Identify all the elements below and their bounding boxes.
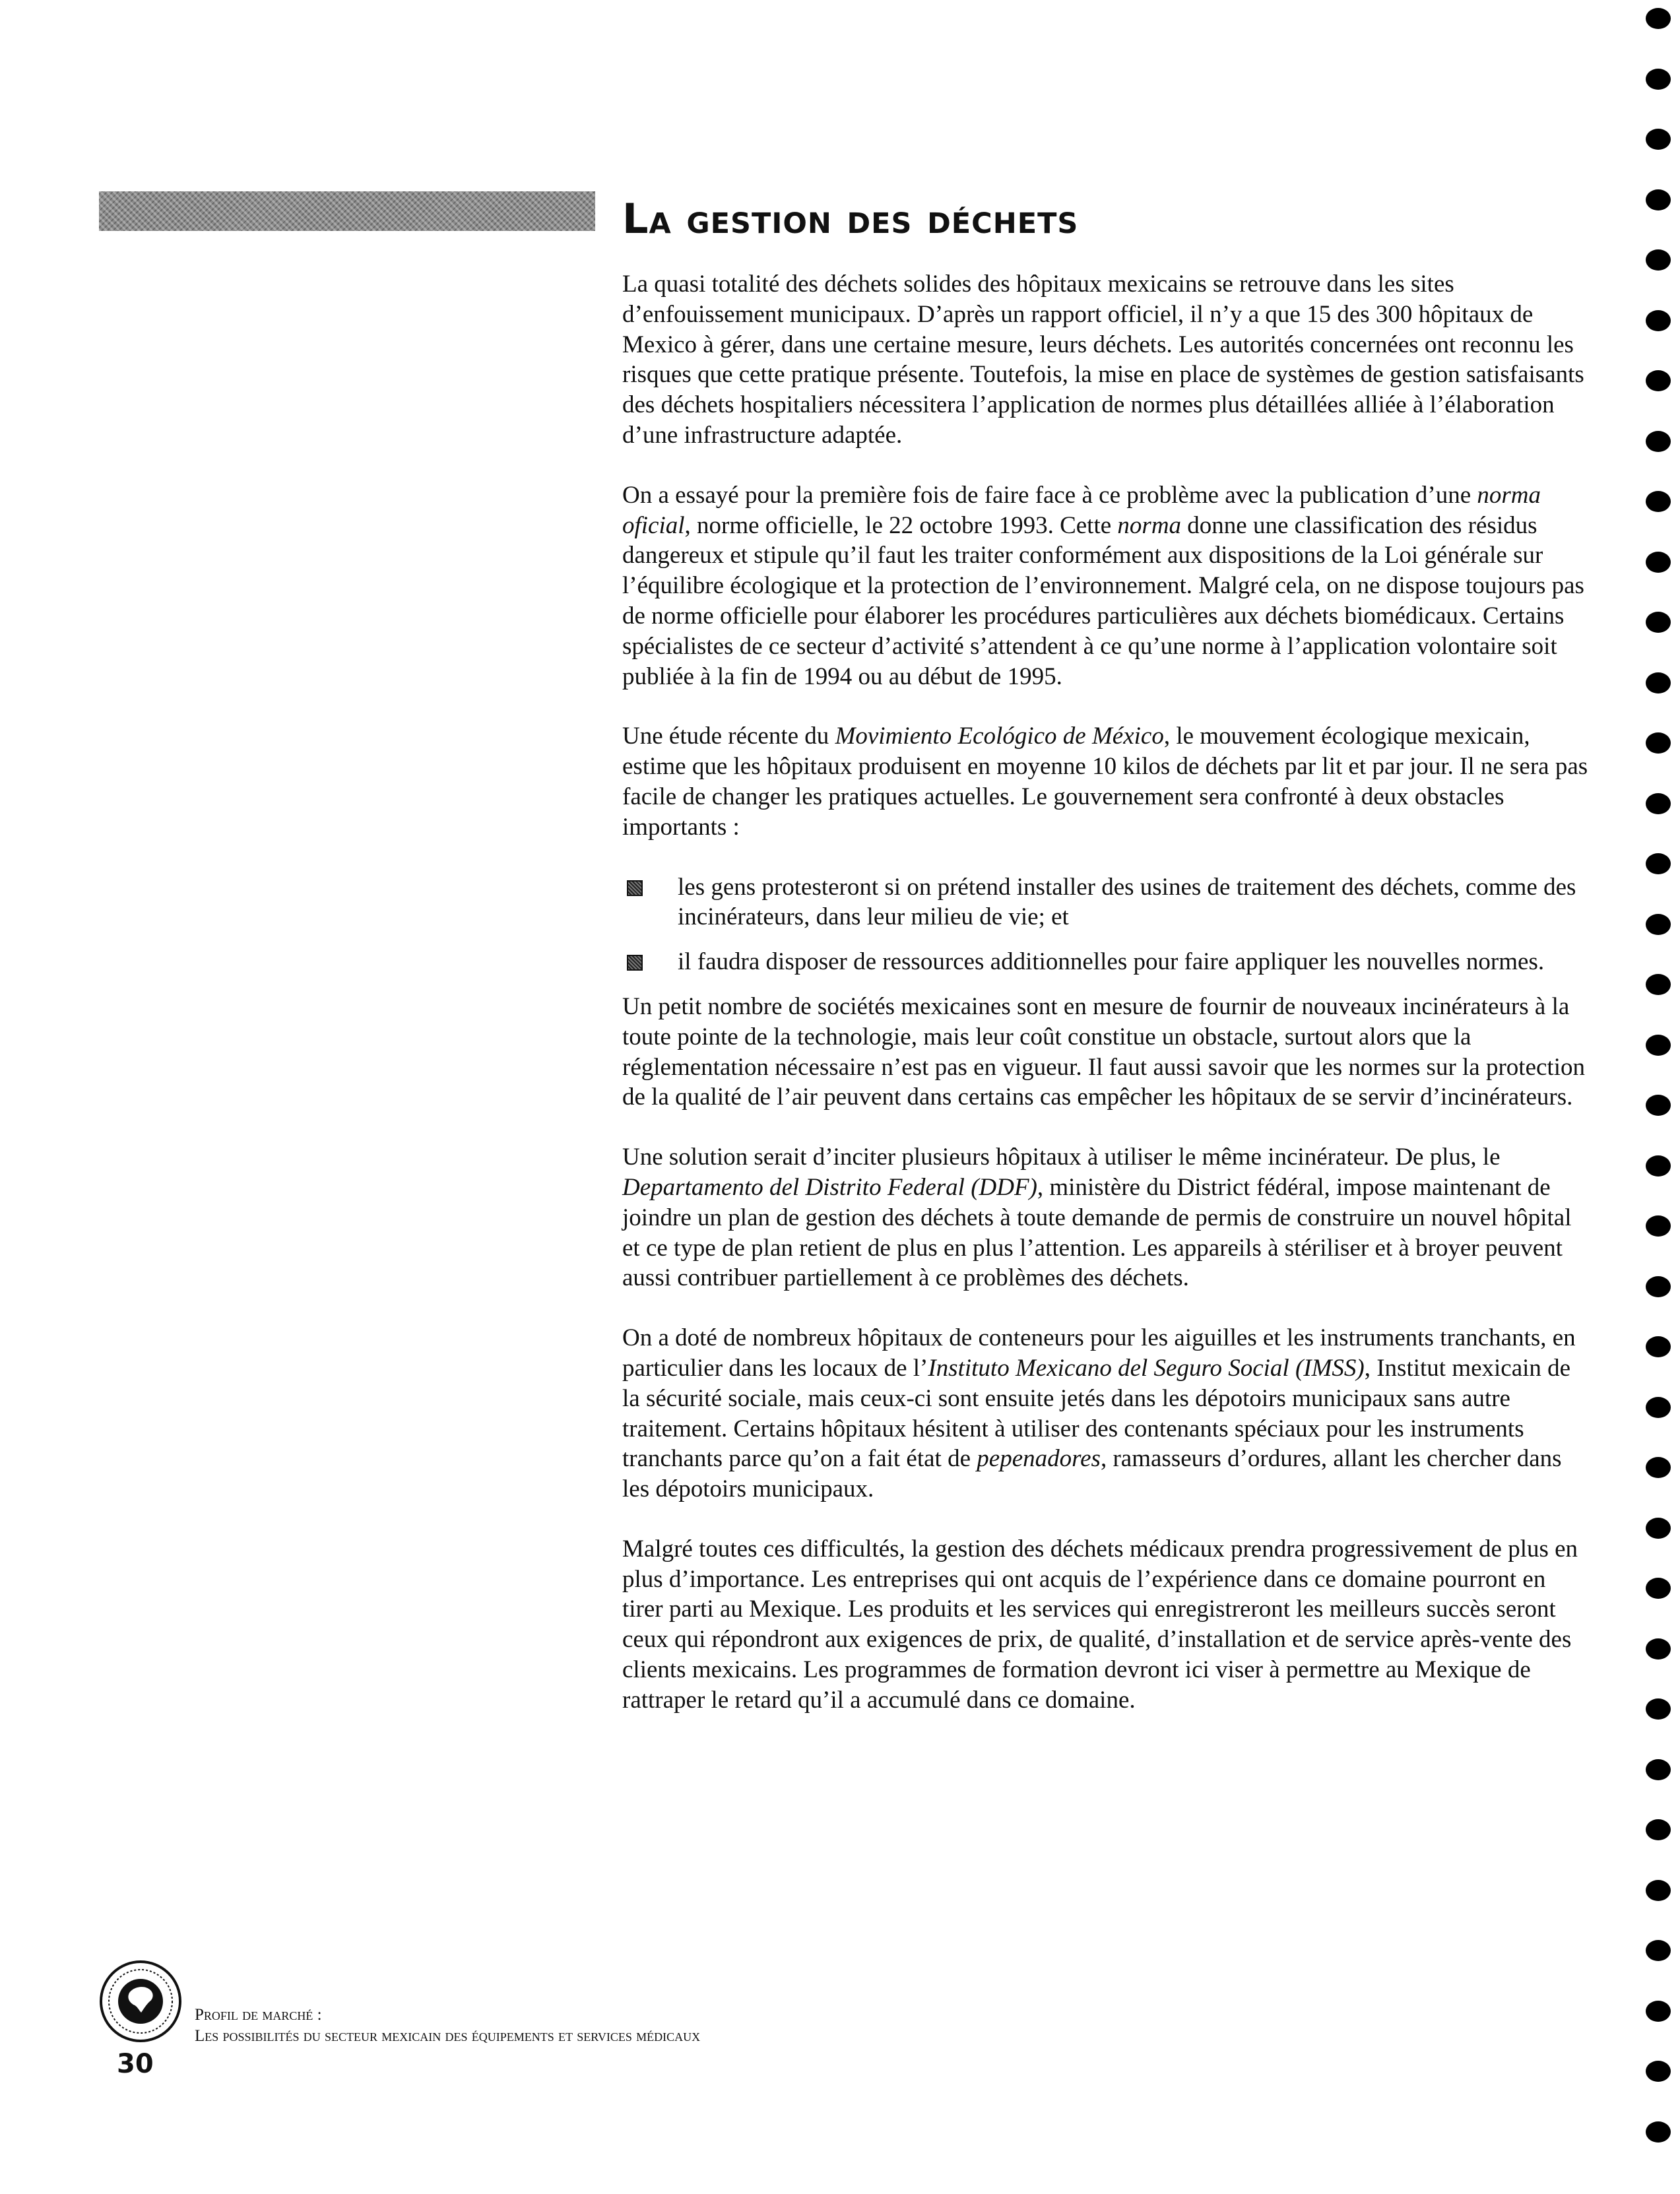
italic-term: pepenadores (977, 1445, 1101, 1473)
binding-hole (1646, 1095, 1671, 1116)
text-run: , norme officielle, le 22 octobre 1993. Cette (684, 511, 1118, 539)
text-run: La quasi totalité des déchets solides des hôpitaux mexicains se retrouve dans les sites d’enfouissement municipaux. D’après un rapport officiel, il n’y a que 15 des 300 hôpitaux de Mexico à gérer, dans une certaine mesure, leurs déchets. Les autorités concernées ont reconnu les risques que cette pratique présente. Toutefois, la mise en place de systèmes de gestion satisfaisants des déchets hospitaliers nécessitera l’application de normes plus détaillées alliée à l’élaboration d’une infrastructure adaptée. (622, 271, 1584, 449)
north-america-seal-icon (98, 1958, 183, 2044)
binding-hole (1646, 370, 1671, 391)
binding-hole (1646, 2121, 1671, 2143)
list-item-text: les gens protesteront si on prétend installer des usines de traitement des déchets, comme des incinérateurs, dans leur milieu de vie; et (678, 873, 1576, 931)
binding-hole (1646, 69, 1671, 90)
list-item (622, 947, 1592, 977)
paragraphs-after-list (622, 992, 1592, 1716)
article-body (622, 269, 1592, 1745)
binding-hole (1646, 1638, 1671, 1660)
binding-hole (1646, 1035, 1671, 1056)
binding-hole (1646, 974, 1671, 995)
body-paragraph (622, 480, 1592, 692)
binding-hole (1646, 1215, 1671, 1237)
italic-term: norma (1117, 511, 1182, 539)
binding-hole (1646, 1518, 1671, 1539)
obstacles-list (622, 872, 1592, 977)
italic-term: norma oficial (622, 481, 1541, 539)
binding-hole (1646, 1397, 1671, 1418)
text-run: , Institut mexicain de la sécurité sociale, mais ceux-ci sont ensuite jetés dans les dépotoirs municipaux sans autre traitement. Certains hôpitaux hésitent à utiliser des contenants spéciaux pour les instruments tranchants parce qu’on a fait état de (622, 1354, 1571, 1473)
italic-term: Instituto Mexicano del Seguro Social (IMSS) (928, 1354, 1365, 1382)
text-run: Une solution serait d’inciter plusieurs hôpitaux à utiliser le même incinérateur. De plus, le (622, 1144, 1501, 1171)
paragraphs-before-list (622, 269, 1592, 843)
body-paragraph (622, 1534, 1592, 1716)
square-bullet-icon (627, 880, 643, 896)
text-run: On a doté de nombreux hôpitaux de conteneurs pour les aiguilles et les instruments tranchants, en particulier dans les locaux de l’ (622, 1324, 1576, 1382)
binding-hole (1646, 1578, 1671, 1599)
text-run: donne une classification des résidus dangereux et stipule qu’il faut les traiter conformément aux dispositions de la Loi générale sur l’équilibre écologique et la protection de l’environnement. Malgré cela, on ne dispose toujours pas de norme officielle pour élaborer les procédures particulières aux déchets biomédicaux. Certains spécialistes de ce secteur d’activité s’attendent à ce qu’une norme à l’application volontaire soit publiée à la fin de 1994 ou au début de 1995. (622, 511, 1584, 690)
binding-hole (1646, 914, 1671, 935)
text-run: Malgré toutes ces difficultés, la gestion des déchets médicaux prendra progressivement de plus en plus d’importance. Les entreprises qui ont acquis de l’expérience dans ce domaine pourront en tirer parti au Mexique. Les produits et les services qui enregistreront les meilleurs succès seront ceux qui répondront aux exigences de prix, de qualité, d’installation et de service après-vente des clients mexicains. Les programmes de formation devront ici viser à permettre au Mexique de rattraper le retard qu’il a accumulé dans ce domaine. (622, 1535, 1578, 1714)
body-paragraph (622, 1142, 1592, 1293)
text-run: , ramasseurs d’ordures, allant les chercher dans les dépotoirs municipaux. (622, 1445, 1562, 1503)
binding-hole (1646, 249, 1671, 271)
binding-hole (1646, 491, 1671, 512)
text-run: , ministère du District fédéral, impose maintenant de joindre un plan de gestion des déchets à toute demande de permis de construire un nouvel hôpital et ce type de plan retient de plus en plus l’attention. Les appareils à stériliser et à broyer peuvent aussi contribuer partiellement à ce problèmes des déchets. (622, 1173, 1572, 1292)
binding-hole (1646, 1336, 1671, 1357)
binding-hole (1646, 1457, 1671, 1478)
binding-hole (1646, 1880, 1671, 1901)
binding-hole (1646, 672, 1671, 694)
binding-hole (1646, 8, 1671, 29)
binding-hole (1646, 1155, 1671, 1177)
binding-hole (1646, 2001, 1671, 2022)
body-paragraph (622, 992, 1592, 1113)
binding-hole (1646, 1698, 1671, 1720)
binding-hole (1646, 129, 1671, 150)
italic-term: Departamento del Distrito Federal (DDF) (622, 1173, 1037, 1201)
binding-hole (1646, 310, 1671, 331)
binding-hole (1646, 552, 1671, 573)
binding-hole (1646, 1940, 1671, 1961)
footer-label-line2: Les possibilités du secteur mexicain des équipements et services médicaux (195, 2027, 701, 2045)
list-item (622, 872, 1592, 933)
body-paragraph (622, 721, 1592, 842)
list-item-text: il faudra disposer de ressources additionnelles pour faire appliquer les nouvelles normes. (678, 948, 1545, 976)
spiral-binding (1640, 0, 1680, 2194)
binding-hole (1646, 732, 1671, 754)
body-paragraph (622, 269, 1592, 451)
binding-hole (1646, 1759, 1671, 1780)
binding-hole (1646, 1819, 1671, 1840)
footer-label (195, 2005, 700, 2047)
binding-hole (1646, 1276, 1671, 1297)
section-header-bar (99, 191, 595, 231)
text-run: Une étude récente du (622, 723, 835, 750)
footer-label-line1: Profil de marché : (195, 2006, 322, 2024)
binding-hole (1646, 612, 1671, 633)
page-title: La gestion des déchets (622, 195, 1079, 243)
binding-hole (1646, 189, 1671, 210)
binding-hole (1646, 853, 1671, 874)
text-run: On a essayé pour la première fois de faire face à ce problème avec la publication d’une (622, 481, 1477, 509)
binding-hole (1646, 431, 1671, 452)
text-run: Un petit nombre de sociétés mexicaines sont en mesure de fournir de nouveaux incinérateurs à la toute pointe de la technologie, mais leur coût constitue un obstacle, surtout alors que la réglementation nécessaire n’est pas en vigueur. Il faut aussi savoir que les normes sur la protection de la qualité de l’air peuvent dans certains cas empêcher les hôpitaux de se servir d’incinérateurs. (622, 992, 1585, 1111)
binding-hole (1646, 793, 1671, 814)
binding-hole (1646, 2061, 1671, 2082)
page-number: 30 (117, 2049, 154, 2079)
italic-term: Movimiento Ecológico de México (835, 723, 1164, 750)
square-bullet-icon (627, 955, 643, 971)
text-run: , le mouvement écologique mexicain, estime que les hôpitaux produisent en moyenne 10 kilos de déchets par lit et par jour. Il ne sera pas facile de changer les pratiques actuelles. Le gouvernement sera confronté à deux obstacles importants : (622, 723, 1588, 841)
body-paragraph (622, 1323, 1592, 1504)
